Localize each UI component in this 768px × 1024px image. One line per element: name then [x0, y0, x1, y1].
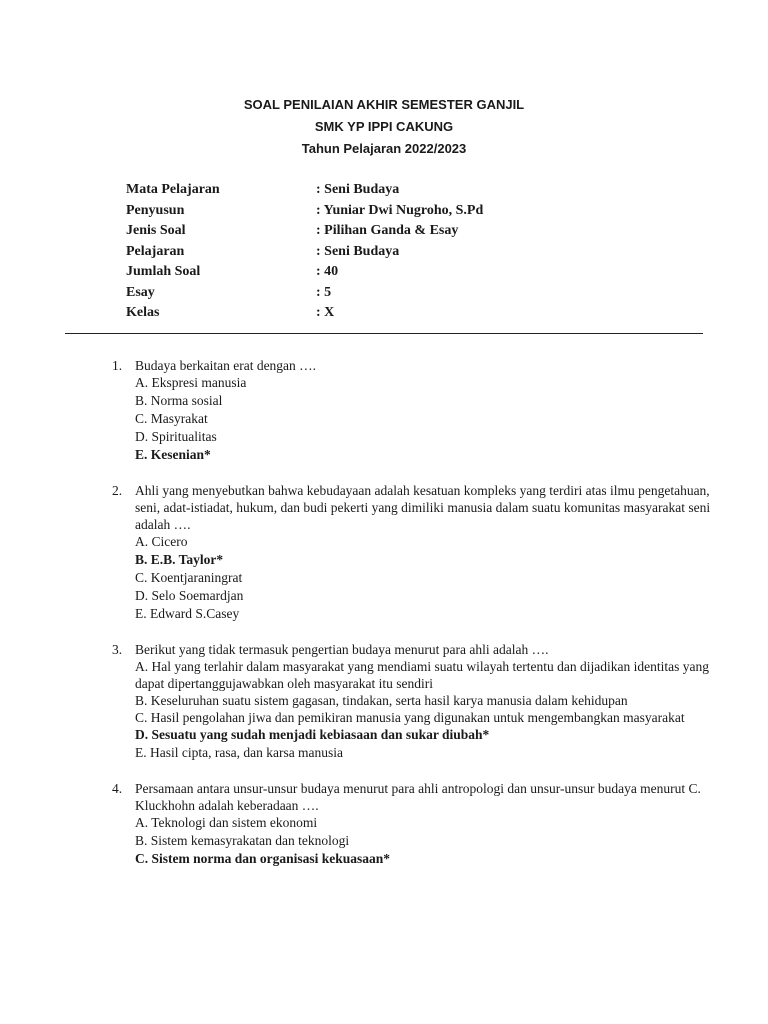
info-row	[126, 180, 483, 201]
info-value: : Seni Budaya	[316, 182, 400, 197]
answer-option: E. Edward S.Casey	[135, 606, 240, 621]
answer-option: B. Norma sosial	[135, 393, 223, 408]
answer-option: A. Ekspresi manusia	[135, 375, 247, 390]
info-label: Jumlah Soal	[126, 264, 201, 279]
info-label: Penyusun	[126, 202, 185, 218]
header-divider	[65, 333, 703, 334]
info-label: Esay	[126, 284, 155, 300]
question-number: 2.	[112, 483, 123, 498]
question-item	[112, 482, 712, 623]
info-value: : Yuniar Dwi Nugroho, S.Pd	[316, 202, 484, 218]
question-item	[112, 357, 712, 464]
info-value: : 40	[316, 264, 339, 279]
info-row	[126, 242, 483, 263]
answer-option: E. Hasil cipta, rasa, dan karsa manusia	[135, 745, 344, 760]
question-item	[112, 641, 712, 762]
info-value: : Seni Budaya	[316, 243, 400, 259]
question-text: Ahli yang menyebutkan bahwa kebudayaan adalah kesatuan kompleks yang terdiri atas ilmu pengetahuan, seni, adat-istiadat, hukum, dan budi pekerti yang dimiliki manusia dalam suatu komunitas masyarakat seni adalah ….	[135, 483, 711, 532]
question-item	[112, 780, 712, 868]
answer-option: D. Selo Soemardjan	[135, 588, 244, 603]
answer-option-correct: B. E.B. Taylor*	[135, 552, 224, 567]
answer-option: C. Koentjaraningrat	[135, 570, 243, 585]
answer-option: D. Spiritualitas	[135, 429, 217, 444]
exam-info-table	[126, 180, 483, 324]
info-row	[126, 201, 483, 222]
info-label: Jenis Soal	[126, 223, 186, 238]
info-label: Pelajaran	[126, 243, 185, 259]
answer-option: A. Hal yang terlahir dalam masyarakat yang mendiami suatu wilayah tertentu dan dijadikan identitas yang dapat dipertanggujawabkan oleh masyarakat itu sendiri	[135, 659, 709, 691]
school-name: SMK YP IPPI CAKUNG	[314, 119, 454, 134]
info-value: : X	[316, 305, 335, 320]
info-row	[126, 283, 483, 304]
answer-option-correct: D. Sesuatu yang sudah menjadi kebiasaan dan sukar diubah*	[135, 727, 490, 742]
question-text: Persamaan antara unsur-unsur budaya menurut para ahli antropologi dan unsur-unsur budaya menurut C. Kluckhohn adalah keberadaan ….	[135, 781, 701, 813]
question-text: Berikut yang tidak termasuk pengertian budaya menurut para ahli adalah ….	[135, 642, 549, 657]
info-value: : Pilihan Ganda & Esay	[316, 223, 459, 238]
info-row	[126, 221, 483, 242]
question-list	[112, 357, 712, 886]
question-number: 1.	[112, 358, 123, 373]
info-value: : 5	[316, 284, 332, 300]
answer-option: A. Cicero	[135, 534, 188, 549]
answer-option-correct: E. Kesenian*	[135, 447, 211, 462]
answer-option: B. Sistem kemasyrakatan dan teknologi	[135, 833, 350, 848]
exam-title: SOAL PENILAIAN AKHIR SEMESTER GANJIL	[243, 97, 525, 112]
info-row	[126, 303, 483, 324]
answer-option: A. Teknologi dan sistem ekonomi	[135, 815, 318, 830]
info-label: Mata Pelajaran	[126, 182, 220, 197]
document-header	[0, 94, 768, 160]
info-row	[126, 262, 483, 283]
question-number: 3.	[112, 642, 123, 657]
answer-option: B. Keseluruhan suatu sistem gagasan, tindakan, serta hasil karya manusia dalam kehidupan	[135, 693, 628, 708]
academic-year: Tahun Pelajaran 2022/2023	[301, 141, 467, 156]
question-number: 4.	[112, 781, 123, 796]
question-text: Budaya berkaitan erat dengan ….	[135, 358, 317, 373]
answer-option-correct: C. Sistem norma dan organisasi kekuasaan*	[135, 851, 391, 866]
info-label: Kelas	[126, 305, 160, 320]
answer-option: C. Masyrakat	[135, 411, 208, 426]
answer-option: C. Hasil pengolahan jiwa dan pemikiran manusia yang digunakan untuk mengembangkan masyarakat	[135, 710, 685, 725]
